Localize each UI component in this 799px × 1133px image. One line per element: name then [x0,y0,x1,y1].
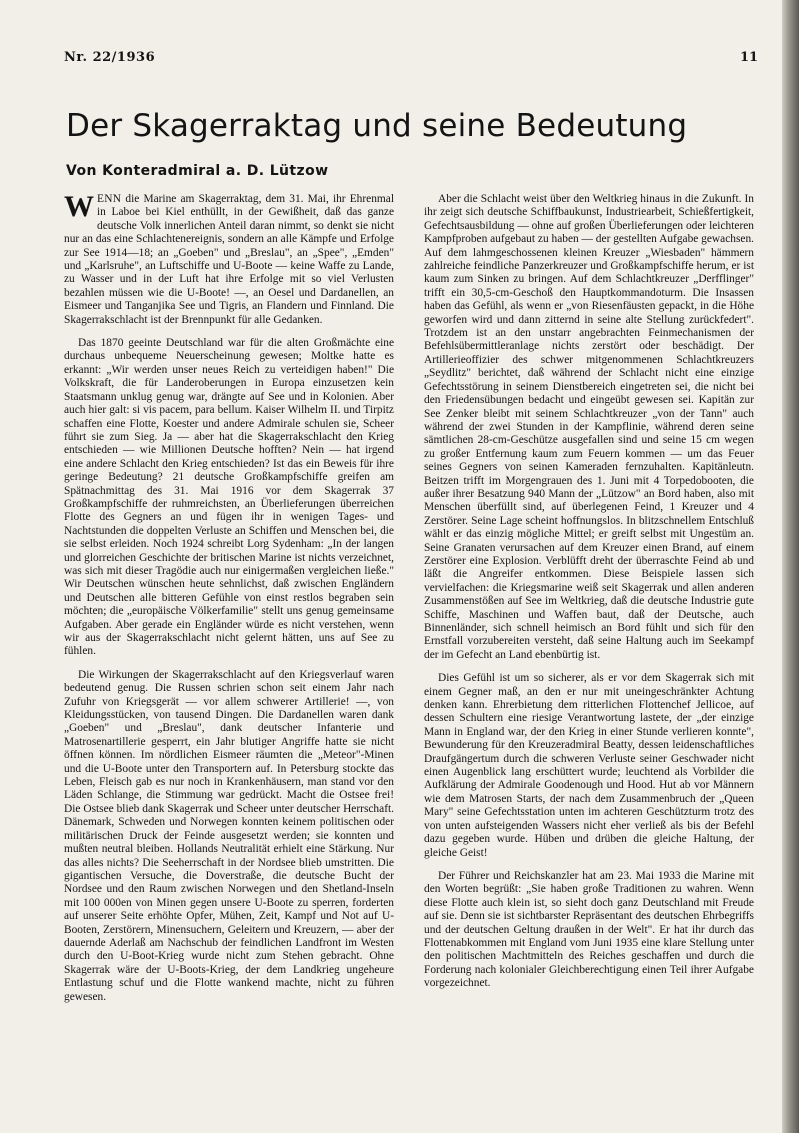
paragraph [64,190,394,327]
paragraph: Das 1870 geeinte Deutschland war für die alten Großmächte eine durchaus unbequeme Neuerscheinung gewesen; Moltke hatte es erkannt: „Wir werden unser neues Reich zu verteidigen haben!" Die Volkskraft, die für Landeroberungen in Europa einzusetzen kein Staatsmann unklug genug war, drängte auf See und in Kolonien. Aber auch hier galt: si vis pacem, para bellum. Kaiser Wilhelm II. und Tirpitz schaffen eine Flotte, Koester und andere Admirale schulen sie, Scheer führt sie zum Sieg. Ja — aber hat die Skagerrakschlacht den Krieg entschieden — wie Millionen Deutsche hofften? Nein — hat irgend eine andere Schlacht den Krieg entschieden? Ist das ein Beweis für ihre geringe Bedeutung? 21 deutsche Großkampfschiffe greifen am Spätnachmittag des 31. Mai 1916 vor dem Skagerrak 37 Großkampfschiffe der ruhmreichsten, an Überlieferungen überreichen Flotte des Gegners an und fügen ihr in wenigen Tages- und Nachtstunden die doppelten Verluste an Schiffen und Menschen bei, die sie selbst erleiden. Noch 1924 schreibt Lorg Sydenham: „In der langen und glorreichen Geschichte der britischen Marine ist nichts verzeichnet, was sich mit dieser Tragödie auch nur einigermaßen vergleichen ließe." Wir Deutschen wünschen heute sehnlichst, daß zwischen Engländern und Deutschen alle bitteren Gefühle von einst restlos begraben sein möchten; die „europäische Völkerfamilie" stellt uns genug gemeinsame Aufgaben. Aber gerade ein Engländer würde es nicht verstehen, wenn wir aus der Skagerrakschlacht nicht gelernt hätten, uns auf See zu fühlen. [64,337,394,658]
paragraph-text: die Marine am Skagerraktag, dem 31. Mai, ihr Ehrenmal in Laboe bei Kiel enthüllt, in der Gewißheit, daß das ganze deutsche Volk innerlichen Anteil daran nimmt, so denkt sie nicht nur an das eine Schlachtenereignis, sondern an alle Kämpfe und Erfolge zur See 1914—18; an „Goeben" und „Breslau", an „Spee", „Emden" und „Karlsruhe", an Luftschiffe und U-Boote — keine Waffe zu Lande, zu Wasser und in der Luft hat ihre Erfolge mit so viel Verlusten bezahlen müssen wie die U-Boote! —, an Oesel und Dardanellen, an Eismeer und Tanganjika See und Tigris, an Flandern und Finnland. Die Skagerrakschlacht ist der Brennpunkt für alle Gedanken. [64,193,394,326]
paragraph: Der Führer und Reichskanzler hat am 23. Mai 1933 die Marine mit den Worten begrüßt: „Sie haben große Traditionen zu wahren. Wenn diese Flotte auch klein ist, so sieht doch ganz Deutschland mit Freude auf sie. Denn sie ist sichtbarster Repräsentant des deutschen Ehrbegriffs und der deutschen Geltung draußen in der Welt". Er hat ihr durch das Flottenabkommen mit England vom Juni 1935 eine klare Stellung unter den politischen Machtmitteln des Reiches geschaffen und durch die Forderung nach kolonialer Gleichberechtigung einen Teil ihrer Aufgabe vorgezeichnet. [424,869,754,990]
article-byline: Von Konteradmiral a. D. Lützow [66,163,329,179]
page-number: 11 [740,50,759,65]
first-word-rest: ENN [97,193,122,205]
article-title: Der Skagerraktag und seine Bedeutung [66,108,688,144]
paragraph: Die Wirkungen der Skagerrakschlacht auf den Kriegsverlauf waren bedeutend genug. Die Russen schrien schon seit einem Jahr nach Zufuhr von Kriegsgerät — vor allem schwerer Artillerie! —, von Kleidungsstücken, von tausend Dingen. Die Dardanellen waren dank „Goeben" und „Breslau", dank deutscher Infanterie und Matrosenartillerie gesperrt, ein Jahr blutiger Angriffe hatte sie nicht öffnen können. Im nördlichen Eismeer räumten die „Meteor"-Minen und die U-Boote unter den Transportern auf. In Petersburg stockte das Leben, Fleisch gab es nur noch in Krankenhäusern, man stand vor den Läden Schlange, die Stimmung war gedrückt. Macht die Ostsee frei! Die Ostsee blieb dank Skagerrak und Scheer unter deutscher Herrschaft. Dänemark, Schweden und Norwegen konnten keinem politischen oder militärischen Druck der Feinde ausgesetzt werden; sie konnten und mußten neutral bleiben. Hollands Neutralität erhielt eine Stärkung. Nur das alles nichts? Die Seeherrschaft in der Nordsee blieb umstritten. Die gigantischen Versuche, die Doverstraße, die deutsche Bucht der Nordsee und den Raum zwischen Norwegen und den Shetland-Inseln mit 100 000en von Minen gegen unsere U-Boote zu sperren, forderten auf unserer Seite erhöhte Opfer, Mühen, Zeit, Kampf und Not auf U-Booten, Zerstörern, Minensuchern, Geleitern und Kreuzern, — aber der dauernde Aderlaß am Nachschub der feindlichen Landfront im Westen durch den U-Boot-Krieg wurde nicht zum Stehen gebracht. Ohne Skagerrak wäre der U-Boots-Krieg, der dem Landkrieg ungeheure Entlastung schuf und die Flotte wankend machte, nicht zu führen gewesen. [64,668,394,1003]
left-column [64,190,394,1014]
drop-cap: W [64,190,94,223]
right-column [424,193,754,1001]
issue-number: Nr. 22/1936 [64,50,156,65]
paragraph: Dies Gefühl ist um so sicherer, als er vor dem Skagerrak sich mit einem Gegner maß, an den er nur mit uneingeschränkter Achtung denken kann. Ehrerbietung dem ritterlichen Flottenchef Jellicoe, auf dessen Schultern eine riesige Verantwortung lastete, der „der einzige Mann in England war, der den Krieg in einer Stunde verlieren konnte", Bewunderung für den Kreuzeradmiral Beatty, dessen leidenschaftliches Draufgängertum durch die schweren Verluste seiner Geschwader nicht einen Augenblick lang erschüttert wurde; leuchtend als Vorbilder die Aufklärung der Admirale Goodenough und Hood. Hut ab vor Männern wie dem Matrosen Starts, der nach dem Zusammenbruch der „Queen Mary" seine Gefechtsstation unten im achteren Geschützturm trotz des von unten aufsteigenden Wassers nicht eher verließ als bis der Befehl dazu gegeben wurde. Hüben und drüben die gleiche Haltung, der gleiche Geist! [424,672,754,859]
paragraph: Aber die Schlacht weist über den Weltkrieg hinaus in die Zukunft. In ihr zeigt sich deutsche Schiffbaukunst, Industriearbeit, Schießfertigkeit, Gefechtsausbildung — ohne auf großen Überlieferungen oder leichteren Kampfproben aufgebaut zu haben — der gestellten Aufgabe gewachsen. Auf dem lahmgeschossenen kleinen Kreuzer „Wiesbaden" hämmern zahlreiche feindliche Panzerkreuzer und Großkampfschiffe herum, er ist kaum zum Sinken zu bringen. Auf dem Schlachtkreuzer „Derfflinger" trifft ein 30,5-cm-Geschoß den Hauptkommandoturm. Die Insassen haben das Gefühl, als wenn er „von Riesenfäusten gepackt, in die Höhe geworfen wird und dann zitternd in seine alte Stellung zurückfedert". Trotzdem ist an den unstarr angebrachten Feinmechanismen der Befehlsübermittleranlage nichts zerstört oder beschädigt. Der Artillerieoffizier des schwer mitgenommenen Schlachtkreuzers „Seydlitz" berichtet, daß während der Schlacht nicht eine einzige Gefechtsstörung in seinem Dienstbereich eingetreten sei, die nicht bei den Friedensübungen bedacht und eingeübt gewesen sei. Kapitän zur See Zenker bleibt mit seinem Schlachtkreuzer „von der Tann" auch während der zwei Stunden in der Kampflinie, während deren seine sämtlichen 28-cm-Geschütze ausgefallen sind und seine 15 cm wegen zu großer Entfernung kaum zum Feuern kommen — um das Feuer seines Gegners von seinen Kameraden fernzuhalten. Kapitänleutn. Beitzen trifft im Morgengrauen des 1. Juni mit 4 Torpedobooten, die außer ihrer Besatzung 940 Mann der „Lützow" an Bord haben, also mit Menschen überfüllt sind, auf überlegenen Feind, 1 Kreuzer und 4 Zerstörer. Seine Lage scheint hoffnungslos. In blitzschnellem Entschluß wählt er das einzig mögliche Mittel; er greift selbst mit Ungestüm an. Seine Granaten verursachen auf dem Kreuzer einen Brand, auf einem Zerstörer eine Explosion. Verblüfft dreht der überraschte Feind ab und läßt die Angreifer entkommen. Diese Beispiele lassen sich vervielfachen: die Kriegsmarine weiß seit Skagerrak und allen anderen Zusammenstößen auf See im Weltkrieg, daß die deutsche Industrie gute Schiffe, Maschinen und Waffen baut, daß der Deutsche, auch Binnenländer, sich schnell heimisch an Bord fühlt und sich für den Ernstfall vorzubereiten versteht, daß seine Haltung auch im Seekampf der im Gefecht an Land ebenbürtig ist. [424,193,754,661]
page-edge-shadow [782,0,799,1133]
